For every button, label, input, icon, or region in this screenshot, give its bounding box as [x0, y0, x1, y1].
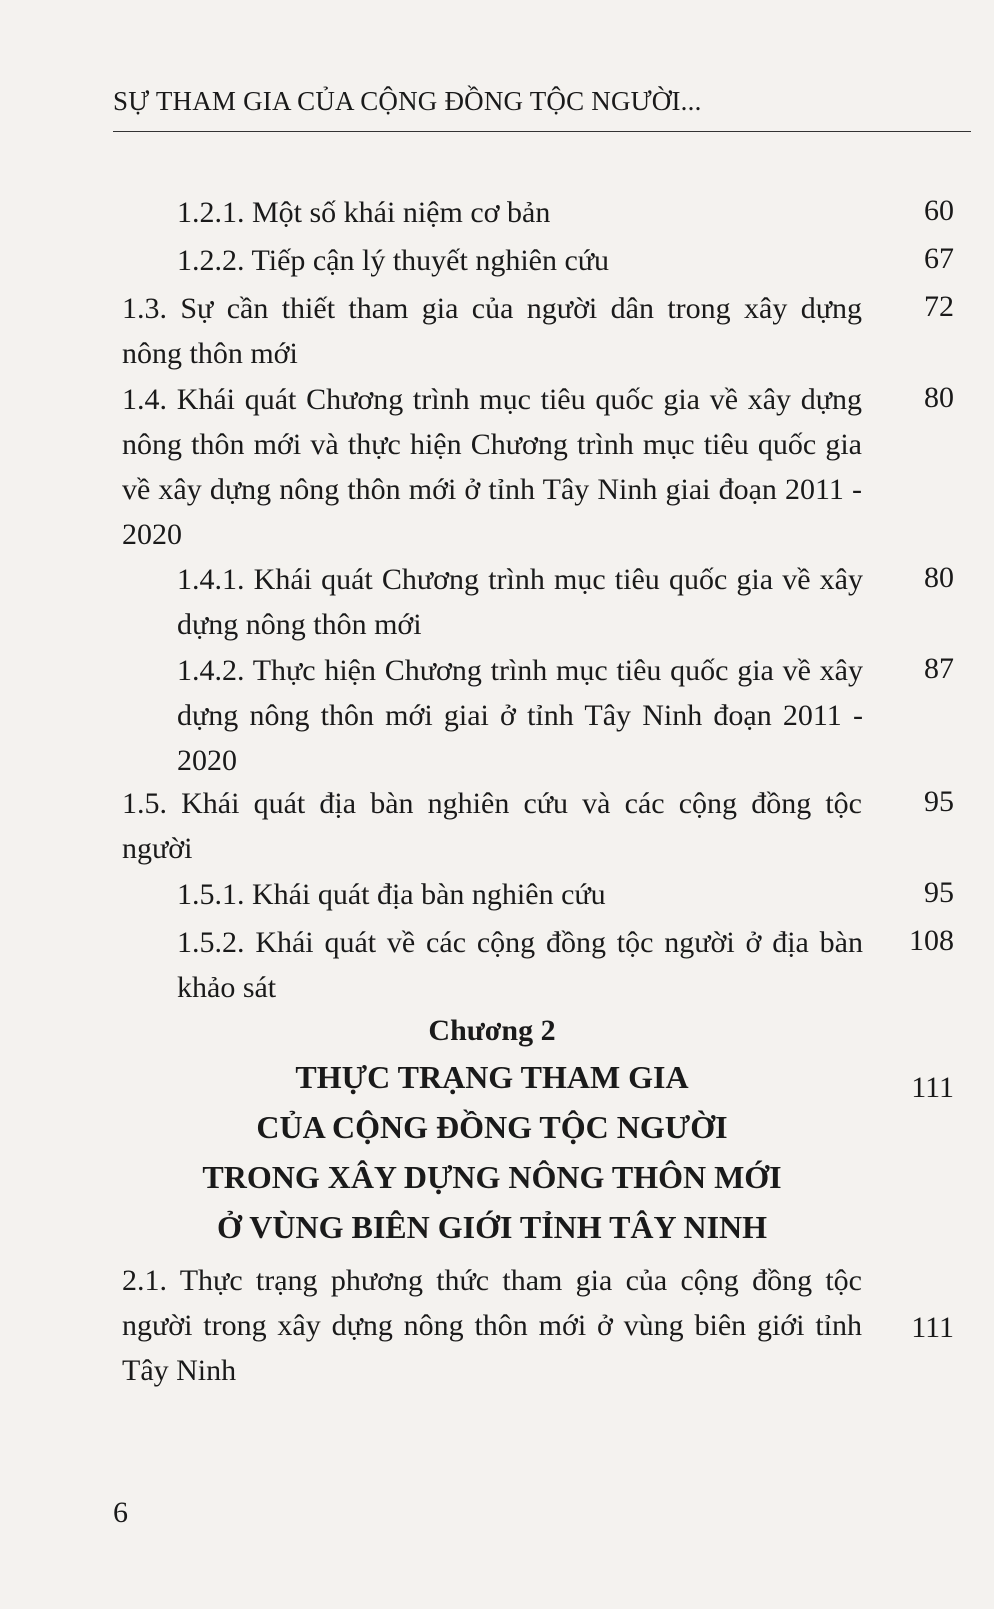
chapter-title-line: TRONG XÂY DỰNG NÔNG THÔN MỚI: [202, 1159, 782, 1195]
toc-entry-page: 108: [909, 924, 954, 957]
chapter-title-line: CỦA CỘNG ĐỒNG TỘC NGƯỜI: [256, 1109, 728, 1145]
toc-entry-title: 2.1. Thực trạng phương thức tham gia của cộng đồng tộc người trong xây dựng nông thôn mới ở vùng biên giới tỉnh Tây Ninh: [122, 1264, 862, 1387]
chapter-label: Chương 2: [428, 1014, 556, 1047]
chapter-title-line: Ở VÙNG BIÊN GIỚI TỈNH TÂY NINH: [216, 1209, 768, 1245]
toc-entry-page: 95: [924, 785, 954, 818]
toc-entry: [122, 781, 862, 871]
header-rule: [113, 131, 971, 132]
running-header: SỰ THAM GIA CỦA CỘNG ĐỒNG TỘC NGƯỜI...: [113, 86, 702, 116]
toc-entry-page: 72: [924, 290, 954, 323]
toc-entry: [177, 648, 863, 783]
toc-entry: [177, 238, 863, 283]
toc-entry-title: 1.4.1. Khái quát Chương trình mục tiêu quốc gia về xây dựng nông thôn mới: [177, 563, 863, 641]
toc-entry: [177, 190, 863, 235]
toc-entry-page: 95: [924, 876, 954, 909]
toc-entry-page: 80: [924, 561, 954, 594]
toc-entry-title: 1.4.2. Thực hiện Chương trình mục tiêu quốc gia về xây dựng nông thôn mới giai ở tỉnh Tây Ninh đoạn 2011 - 2020: [177, 654, 863, 777]
toc-entry-page: 67: [924, 242, 954, 275]
toc-entry-title: 1.5.2. Khái quát về các cộng đồng tộc người ở địa bàn khảo sát: [177, 926, 863, 1004]
toc-entry-page: 60: [924, 194, 954, 227]
toc-entry-title: 1.2.1. Một số khái niệm cơ bản: [177, 196, 551, 229]
toc-entry: [177, 557, 863, 647]
chapter-title-line: THỰC TRẠNG THAM GIA: [295, 1059, 689, 1095]
toc-entry: [122, 377, 862, 557]
toc-entry-title: 1.5. Khái quát địa bàn nghiên cứu và các cộng đồng tộc người: [122, 787, 862, 865]
toc-entry-page: 80: [924, 381, 954, 414]
toc-entry-title: 1.5.1. Khái quát địa bàn nghiên cứu: [177, 878, 606, 911]
toc-entry: [177, 920, 863, 1010]
page-number: 6: [113, 1496, 128, 1529]
chapter-page: 111: [911, 1071, 954, 1104]
toc-entry-title: 1.3. Sự cần thiết tham gia của người dân trong xây dựng nông thôn mới: [122, 292, 862, 370]
toc-entry: [122, 286, 862, 376]
toc-entry: [122, 1258, 862, 1393]
toc-entry-page: 87: [924, 652, 954, 685]
toc-entry-page: 111: [911, 1311, 954, 1344]
toc-entry-title: 1.2.2. Tiếp cận lý thuyết nghiên cứu: [177, 244, 610, 277]
toc-entry: [177, 872, 863, 917]
toc-entry-title: 1.4. Khái quát Chương trình mục tiêu quốc gia về xây dựng nông thôn mới và thực hiện Chương trình mục tiêu quốc gia về xây dựng nông thôn mới ở tỉnh Tây Ninh giai đoạn 2011 - 2020: [122, 383, 862, 551]
